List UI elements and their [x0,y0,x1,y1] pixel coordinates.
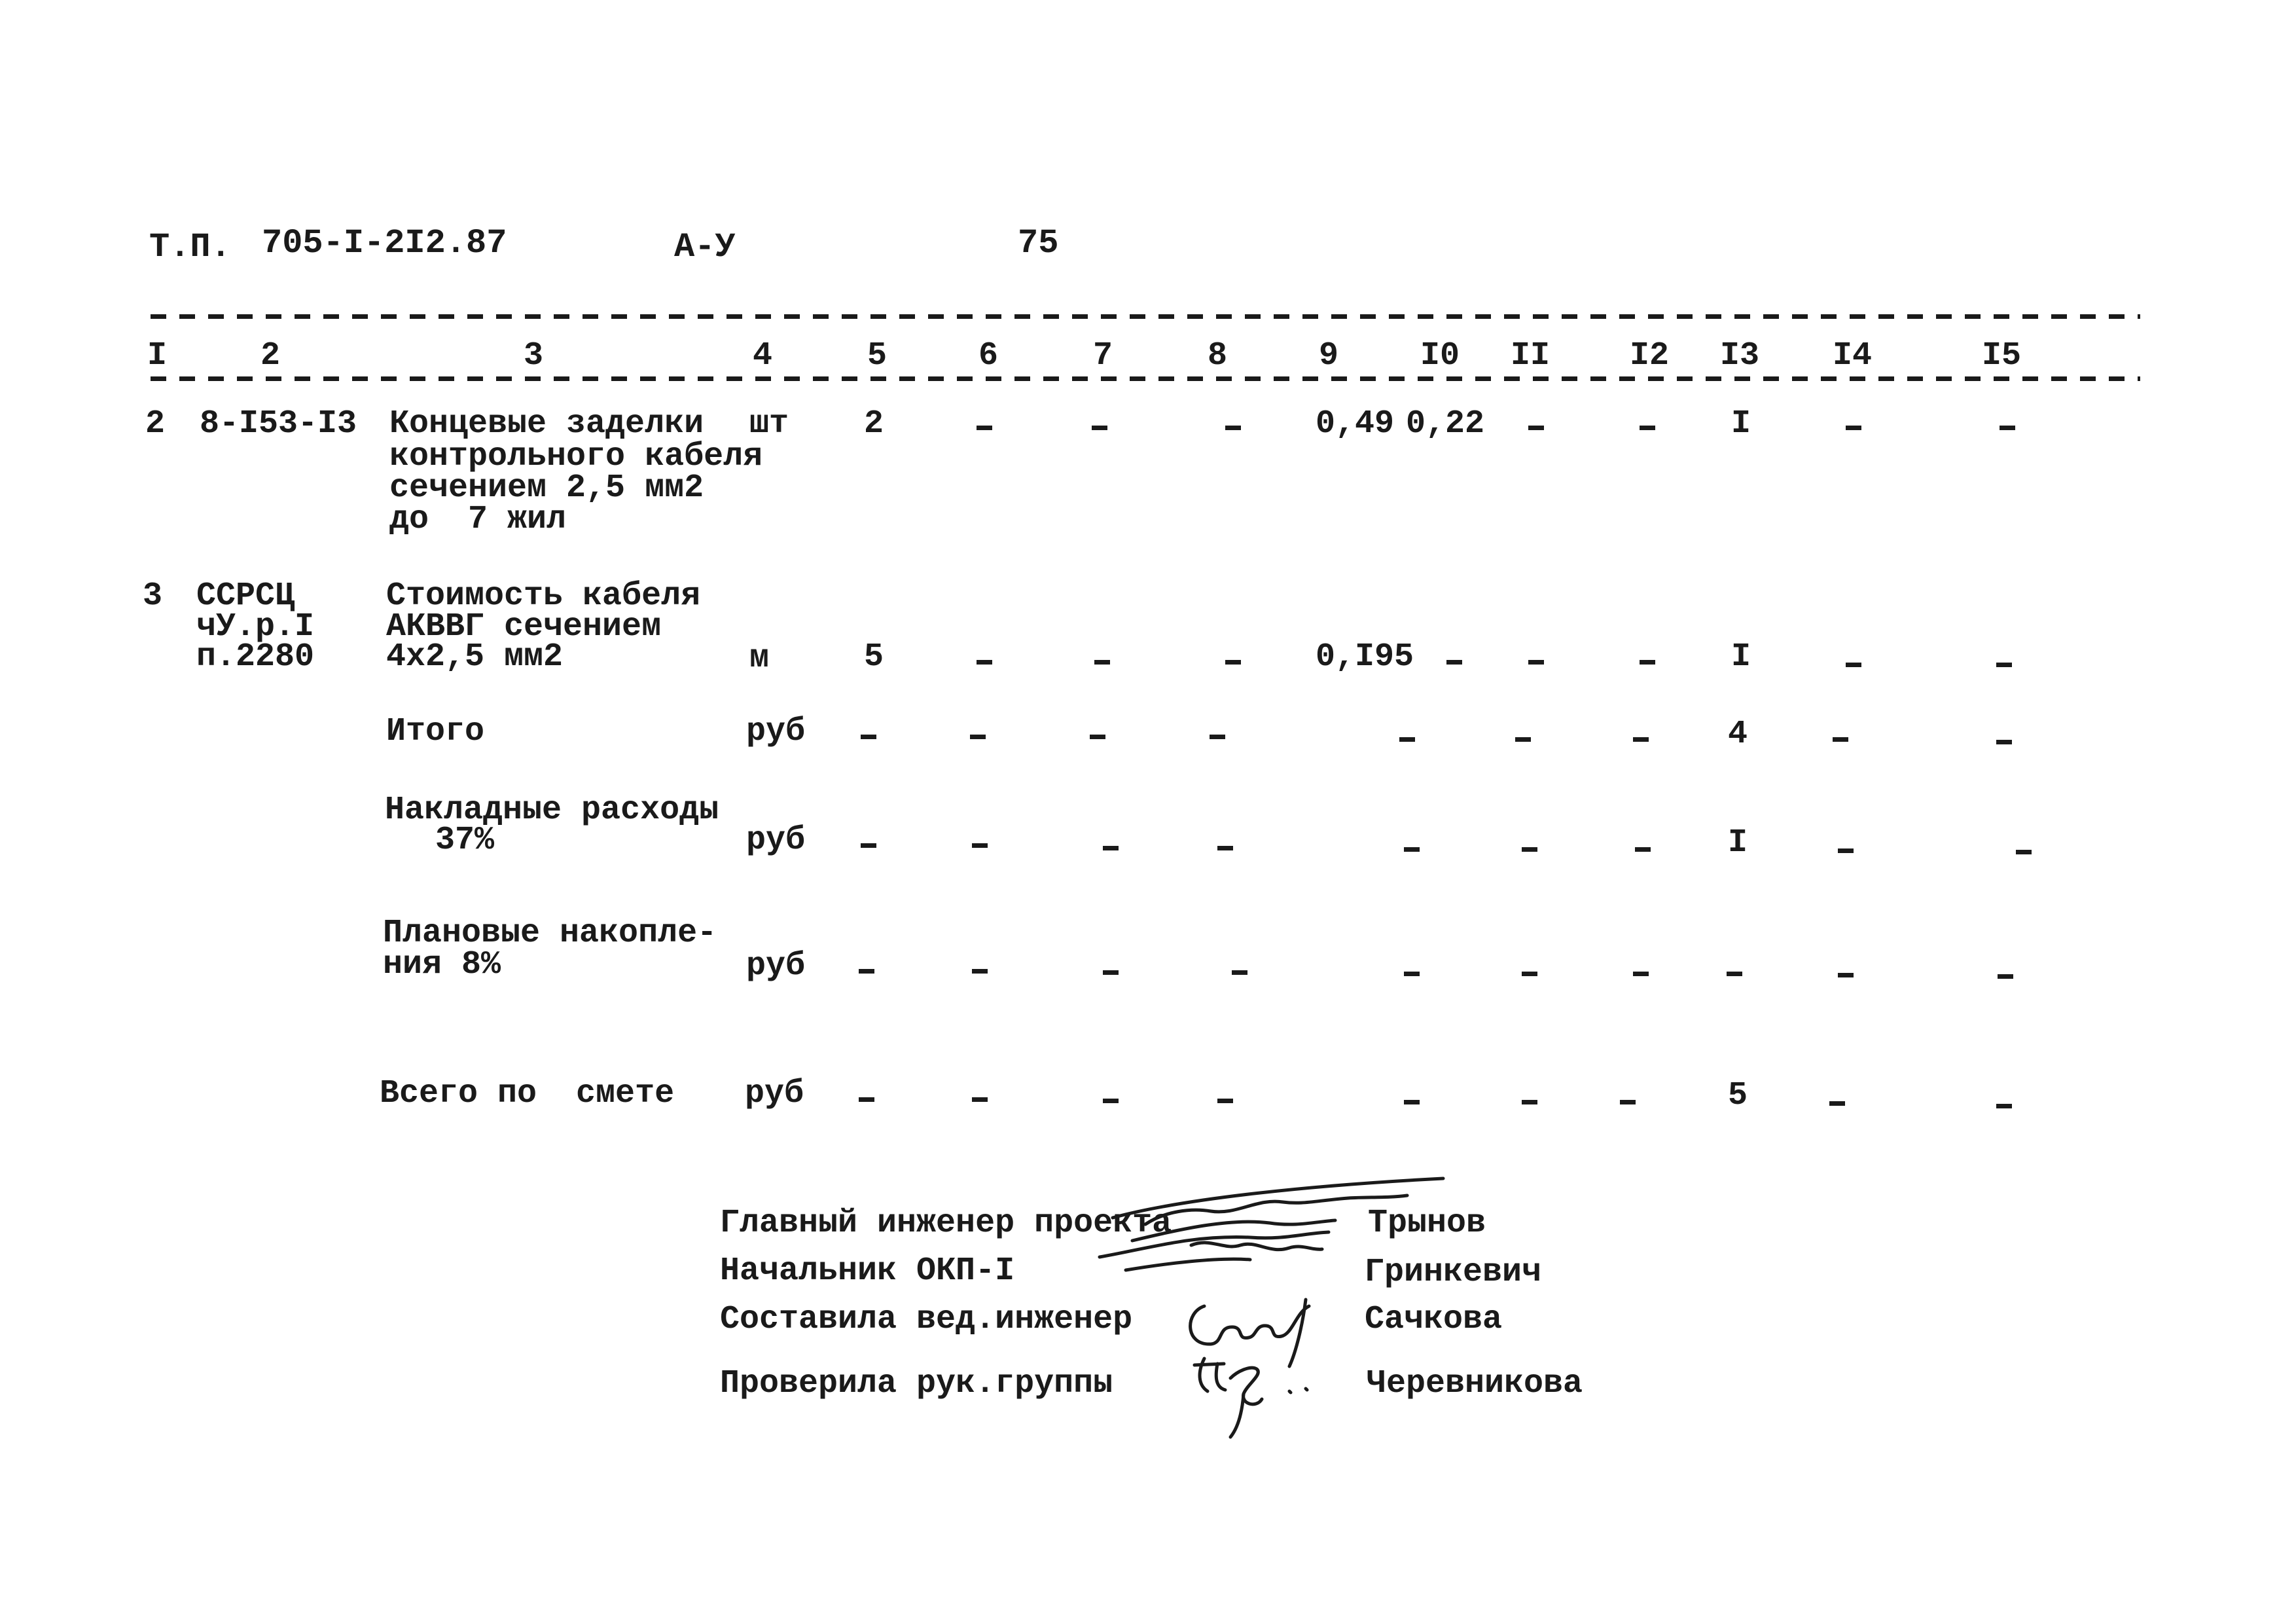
empty-cell-dash [1633,737,1649,742]
row-quantity: 2 [864,405,884,443]
empty-cell-dash [2016,850,2032,854]
empty-cell-dash [1829,1101,1845,1106]
column-header: 7 [1093,337,1113,374]
empty-cell-dash [972,1097,988,1102]
empty-cell-dash [1404,1100,1420,1104]
total-label-line: Плановые накопле- [383,915,717,952]
total-col13: 4 [1728,716,1748,753]
empty-cell-dash [859,969,874,974]
signature-role: Составила вед.инженер [720,1301,1133,1338]
empty-cell-dash [1998,974,2013,979]
empty-cell-dash [1522,972,1537,976]
empty-cell-dash [977,660,992,665]
empty-cell-dash [1232,970,1247,975]
total-label: Итого [386,713,485,750]
empty-cell-dash [1399,737,1415,742]
row-col9: 0,49 [1316,405,1395,443]
row-code: 8-I53-I3 [200,405,357,443]
empty-cell-dash [1528,426,1544,430]
row-col13: I [1731,405,1751,443]
row-name-line: до 7 жил [389,501,567,538]
row-name-line: Концевые заделки [389,405,704,443]
section-code: А-У [674,228,736,266]
row-number: 2 [145,405,166,443]
empty-cell-dash [1833,737,1848,742]
empty-cell-dash [970,735,986,739]
page-number: 75 [1018,224,1059,263]
handwritten-signature [1086,1172,1453,1303]
empty-cell-dash [1640,426,1655,430]
total-unit: руб [746,713,806,750]
row-code-line: п.2280 [196,638,315,676]
total-label-line: 37% [435,822,495,859]
row-code-line: ССРСЦ [196,577,295,615]
column-header: I0 [1420,337,1460,374]
empty-cell-dash [1996,740,2012,744]
empty-cell-dash [861,843,876,848]
empty-cell-dash [1635,847,1651,852]
handwritten-signature [1178,1345,1335,1444]
empty-cell-dash [1515,737,1531,742]
column-header: I3 [1720,337,1760,374]
empty-cell-dash [1103,970,1119,975]
column-header: 4 [753,337,773,374]
empty-cell-dash [1846,426,1861,430]
signature-role: Начальник ОКП-I [720,1252,1015,1290]
row-number: 3 [143,577,163,615]
total-label-line: ния 8% [383,946,501,983]
empty-cell-dash [1103,846,1119,850]
column-header: 5 [867,337,888,374]
signature-role: Главный инженер проекта [720,1205,1172,1242]
empty-cell-dash [1210,735,1225,739]
row-quantity: 5 [864,638,884,676]
row-name-line: сечением 2,5 мм2 [389,469,704,507]
row-name-line: контрольного кабеля [389,438,763,475]
empty-cell-dash [1225,426,1241,430]
row-unit: м [749,640,770,677]
empty-cell-dash [972,969,988,974]
empty-cell-dash [1217,846,1233,850]
empty-cell-dash [1620,1100,1636,1104]
empty-cell-dash [1996,663,2012,667]
row-name-line: АКВВГ сечением [386,608,662,646]
column-header: II [1511,337,1551,374]
column-header: 9 [1319,337,1339,374]
empty-cell-dash [1996,1104,2012,1108]
signature-name: Трынов [1368,1205,1486,1242]
column-header: 2 [260,337,281,374]
total-label: Всего по смете [380,1075,675,1112]
total-unit: руб [746,822,806,859]
row-col10: 0,22 [1406,405,1485,443]
empty-cell-dash [1838,848,1854,853]
empty-cell-dash [1522,1100,1537,1104]
column-header: I2 [1630,337,1670,374]
row-name-line: 4х2,5 мм2 [386,638,564,676]
row-col13: I [1731,638,1751,676]
top-rule [151,314,2140,319]
empty-cell-dash [1094,660,1110,665]
signature-role: Проверила рук.группы [720,1365,1113,1402]
empty-cell-dash [1846,663,1861,667]
column-header: I [147,337,168,374]
total-label-line: Накладные расходы [385,792,719,829]
empty-cell-dash [1640,660,1655,665]
total-col13: I [1728,824,1748,862]
empty-cell-dash [1404,972,1420,976]
signature-name: Гринкевич [1365,1254,1542,1291]
tp-label: Т.П. [149,228,231,266]
row-code-line: чУ.р.I [196,608,315,646]
signature-name: Сачкова [1365,1301,1503,1338]
empty-cell-dash [859,1097,874,1102]
total-col13: 5 [1728,1077,1748,1114]
empty-cell-dash [1404,847,1420,852]
column-header-rule [151,376,2140,381]
column-header: 6 [978,337,999,374]
row-name-line: Стоимость кабеля [386,577,701,615]
empty-cell-dash [1838,973,1854,977]
empty-cell-dash [1446,660,1462,665]
empty-cell-dash [1528,660,1544,665]
column-header: I4 [1833,337,1873,374]
column-header: 8 [1208,337,1228,374]
empty-cell-dash [2000,426,2015,430]
empty-cell-dash [1522,847,1537,852]
signature-name: Черевникова [1367,1365,1583,1402]
total-unit: руб [745,1075,804,1112]
row-col9: 0,I95 [1316,638,1414,676]
column-header: 3 [524,337,544,374]
empty-cell-dash [1090,735,1105,739]
empty-cell-dash [977,426,992,430]
empty-cell-dash [861,735,876,739]
empty-cell-dash [972,843,988,848]
empty-cell-dash [1103,1099,1119,1103]
total-unit: руб [746,947,806,985]
empty-cell-dash [1633,972,1649,976]
empty-cell-dash [1727,972,1742,976]
column-header: I5 [1982,337,2022,374]
empty-cell-dash [1225,660,1241,665]
empty-cell-dash [1092,426,1107,430]
project-code: 705-I-2I2.87 [262,224,507,263]
row-unit: шт [749,405,789,443]
empty-cell-dash [1217,1099,1233,1103]
